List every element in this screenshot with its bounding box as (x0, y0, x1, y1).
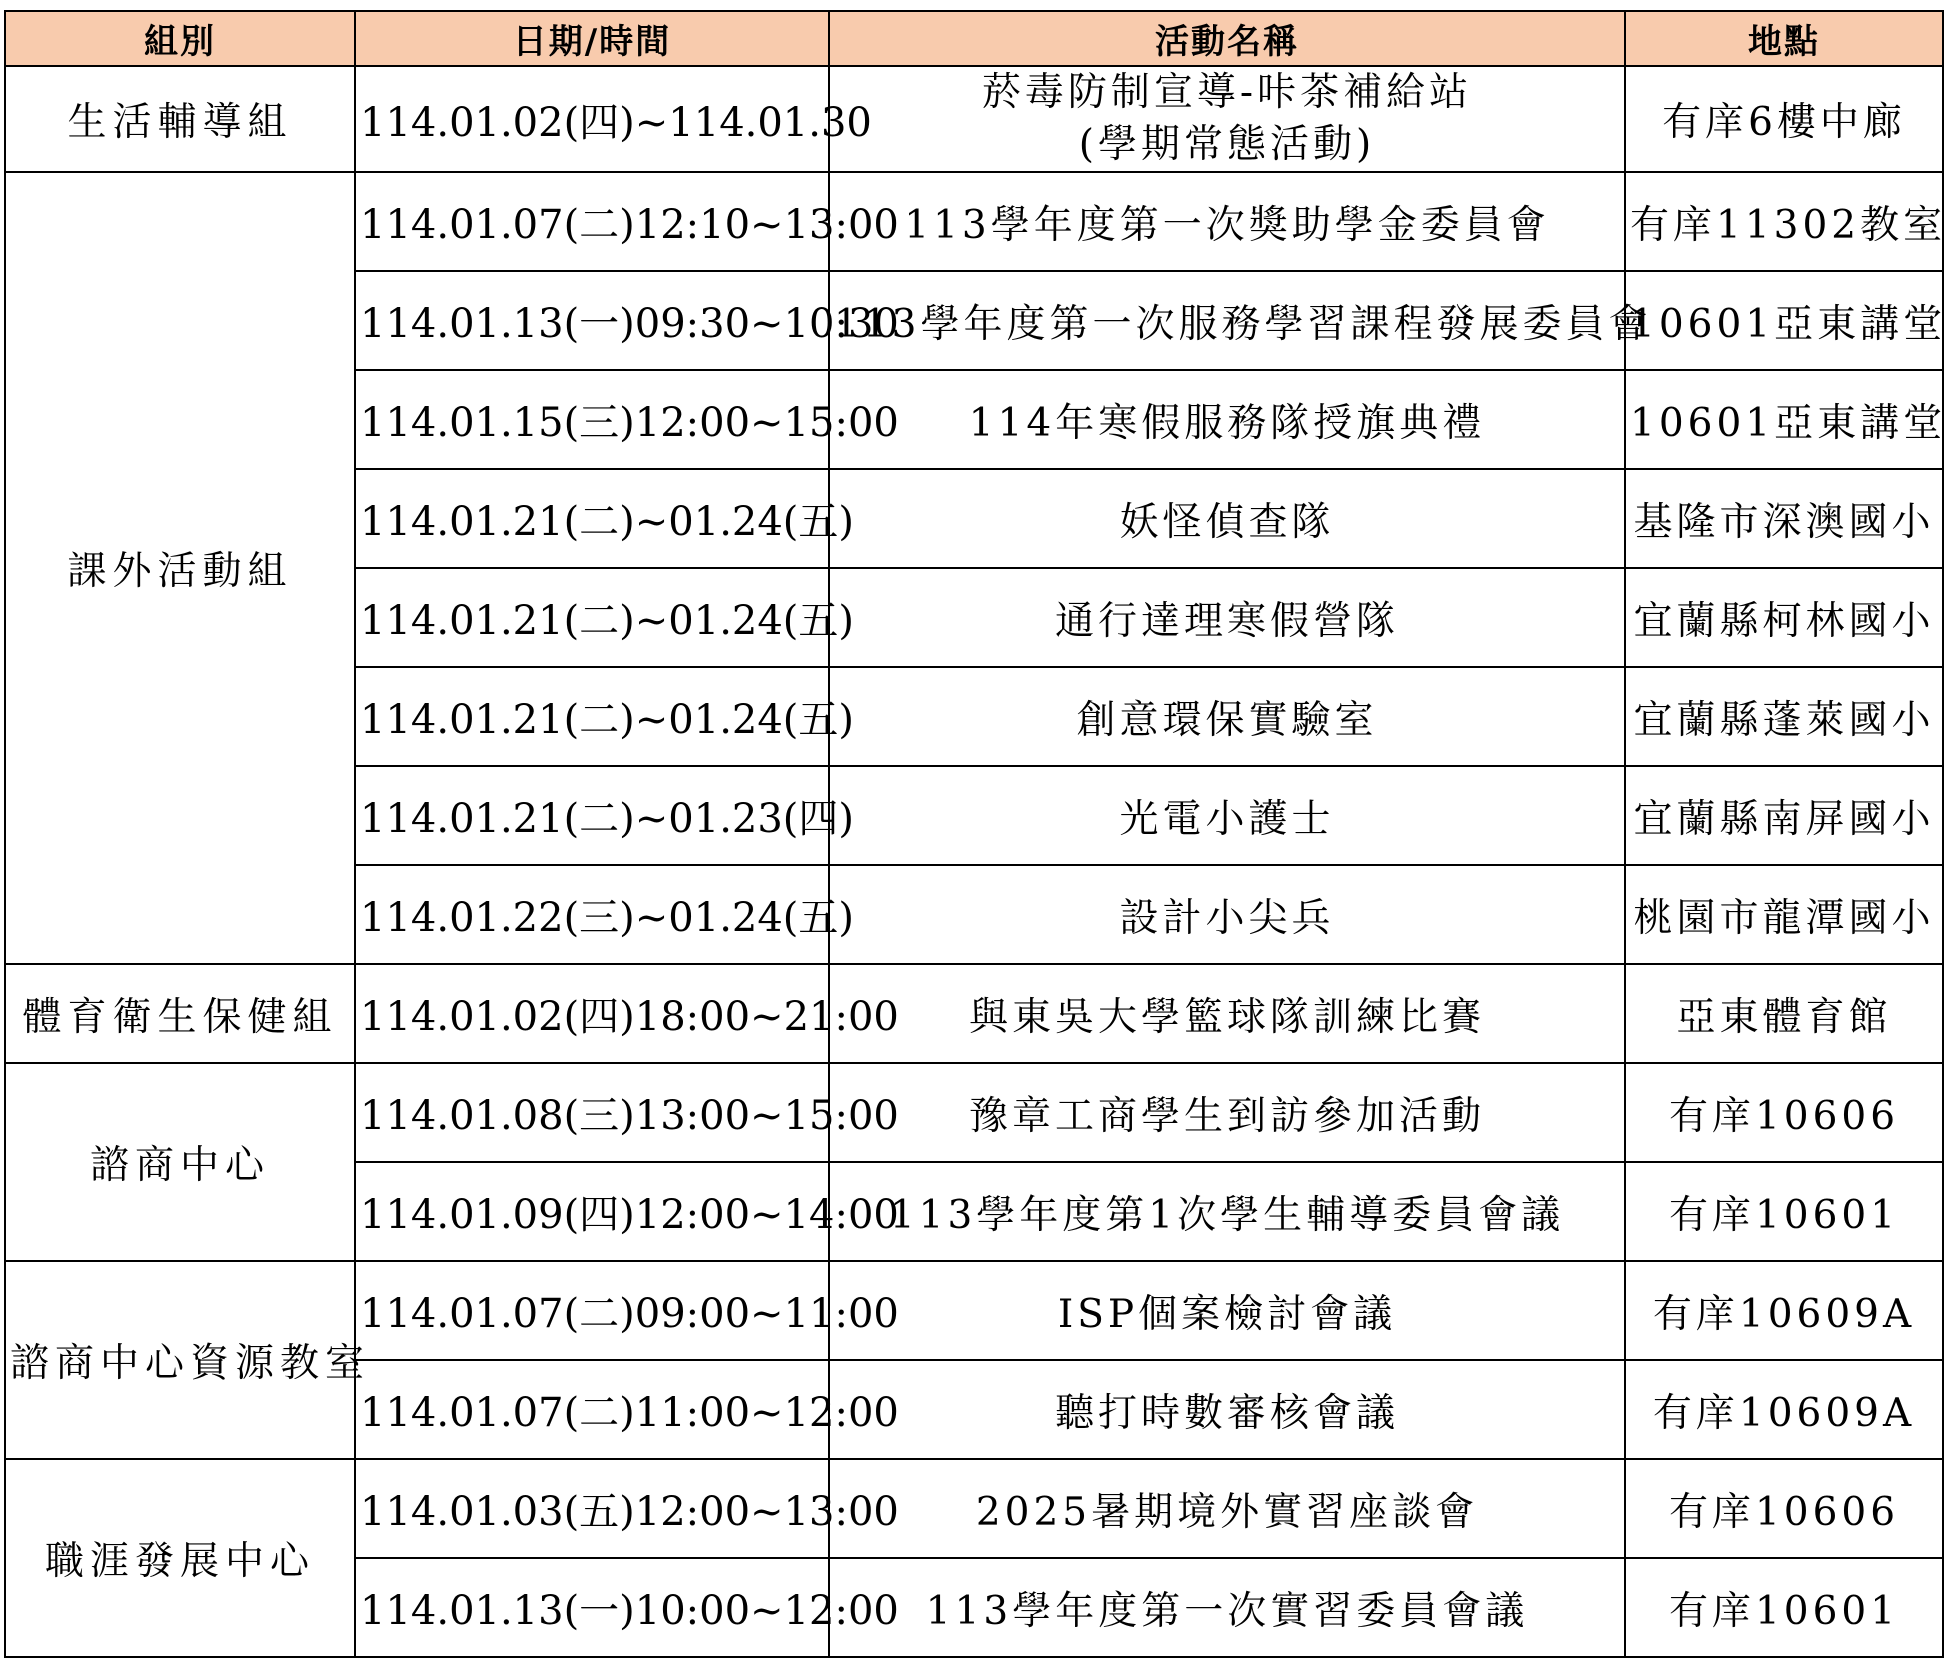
date-cell: 114.01.02(四)18:00~21:00 (355, 964, 829, 1063)
date-cell: 114.01.13(一)10:00~12:00 (355, 1558, 829, 1657)
date-cell: 114.01.15(三)12:00~15:00 (355, 370, 829, 469)
place-cell: 宜蘭縣蓬萊國小 (1625, 667, 1943, 766)
date-cell: 114.01.03(五)12:00~13:00 (355, 1459, 829, 1558)
table-row (5, 1459, 1943, 1558)
group-cell: 諮商中心資源教室 (5, 1261, 355, 1459)
place-cell: 有庠10609A (1625, 1360, 1943, 1459)
place-cell: 有庠10606 (1625, 1459, 1943, 1558)
group-cell: 體育衛生保健組 (5, 964, 355, 1063)
activity-cell (829, 865, 1625, 964)
group-cell: 職涯發展中心 (5, 1459, 355, 1657)
table-row (5, 172, 1943, 271)
date-cell: 114.01.22(三)~01.24(五) (355, 865, 829, 964)
place-cell: 有庠10601 (1625, 1558, 1943, 1657)
activity-cell (829, 964, 1625, 1063)
group-cell: 諮商中心 (5, 1063, 355, 1261)
activity-cell (829, 568, 1625, 667)
activity-cell (829, 1162, 1625, 1261)
activity-line: 2025暑期境外實習座談會 (975, 1489, 1479, 1535)
activity-line: 豫章工商學生到訪參加活動 (968, 1093, 1485, 1139)
activity-line: 通行達理寒假營隊 (1054, 598, 1399, 644)
activity-line: 與東吳大學籃球隊訓練比賽 (968, 994, 1485, 1040)
date-cell: 114.01.09(四)12:00~14:00 (355, 1162, 829, 1261)
date-cell: 114.01.21(二)~01.24(五) (355, 568, 829, 667)
date-cell: 114.01.07(二)11:00~12:00 (355, 1360, 829, 1459)
date-cell: 114.01.13(一)09:30~10:30 (355, 271, 829, 370)
group-cell: 生活輔導組 (5, 66, 355, 172)
activity-line: 光電小護士 (1119, 796, 1335, 842)
table-row (5, 1063, 1943, 1162)
activity-line: 聽打時數審核會議 (1054, 1390, 1399, 1436)
activity-line: 菸毒防制宣導-咔茶補給站 (981, 70, 1473, 115)
place-cell: 基隆市深澳國小 (1625, 469, 1943, 568)
activity-line: 設計小尖兵 (1119, 895, 1335, 941)
activity-cell (829, 766, 1625, 865)
activity-cell (829, 370, 1625, 469)
table-row (5, 66, 1943, 172)
activity-line: (學期常態活動) (1078, 122, 1376, 167)
activity-cell (829, 271, 1652, 370)
header-activity: 活動名稱 (829, 11, 1625, 66)
place-cell: 宜蘭縣柯林國小 (1625, 568, 1943, 667)
activity-cell (829, 1360, 1625, 1459)
activity-line: 妖怪偵查隊 (1119, 499, 1335, 545)
activity-cell (829, 172, 1625, 271)
activity-line: ISP個案檢討會議 (1057, 1291, 1397, 1337)
activity-line: 113學年度第1次學生輔導委員會議 (889, 1192, 1565, 1238)
activity-cell (829, 1261, 1625, 1360)
activity-line: 114年寒假服務隊授旗典禮 (968, 400, 1486, 446)
place-cell: 有庠11302教室 (1625, 172, 1943, 271)
place-cell: 有庠10601 (1625, 1162, 1943, 1261)
group-cell: 課外活動組 (5, 172, 355, 964)
place-cell: 宜蘭縣南屏國小 (1625, 766, 1943, 865)
place-cell: 有庠10609A (1625, 1261, 1943, 1360)
date-cell: 114.01.21(二)~01.24(五) (355, 469, 829, 568)
place-cell: 有庠6樓中廊 (1625, 66, 1943, 172)
place-cell: 亞東體育館 (1625, 964, 1943, 1063)
date-cell: 114.01.02(四)~114.01.30 (355, 66, 829, 172)
activity-cell (829, 1558, 1625, 1657)
date-cell: 114.01.07(二)09:00~11:00 (355, 1261, 829, 1360)
activity-cell (829, 1063, 1625, 1162)
activity-cell (829, 469, 1625, 568)
table-row (5, 1261, 1943, 1360)
activity-line: 113學年度第一次實習委員會議 (925, 1588, 1529, 1634)
header-date: 日期/時間 (355, 11, 829, 66)
place-cell: 10601亞東講堂 (1625, 271, 1943, 370)
place-cell: 有庠10606 (1625, 1063, 1943, 1162)
table-header (5, 11, 1943, 66)
activity-cell (829, 1459, 1625, 1558)
date-cell: 114.01.21(二)~01.24(五) (355, 667, 829, 766)
table-row (5, 964, 1943, 1063)
date-cell: 114.01.21(二)~01.23(四) (355, 766, 829, 865)
schedule-table (4, 10, 1947, 1658)
header-group: 組別 (5, 11, 355, 66)
activity-cell (829, 66, 1625, 172)
date-cell: 114.01.07(二)12:10~13:00 (355, 172, 829, 271)
header-place: 地點 (1625, 11, 1943, 66)
activity-line: 創意環保實驗室 (1076, 697, 1378, 743)
activity-cell (829, 667, 1625, 766)
table-body (5, 66, 1947, 1657)
place-cell: 桃園市龍潭國小 (1625, 865, 1943, 964)
activity-line: 113學年度第一次服務學習課程發展委員會 (834, 301, 1652, 347)
activity-line: 113學年度第一次獎助學金委員會 (904, 202, 1550, 248)
date-cell: 114.01.08(三)13:00~15:00 (355, 1063, 829, 1162)
schedule-table-container (4, 10, 1947, 1658)
header-row (5, 11, 1943, 66)
place-cell: 10601亞東講堂 (1625, 370, 1943, 469)
